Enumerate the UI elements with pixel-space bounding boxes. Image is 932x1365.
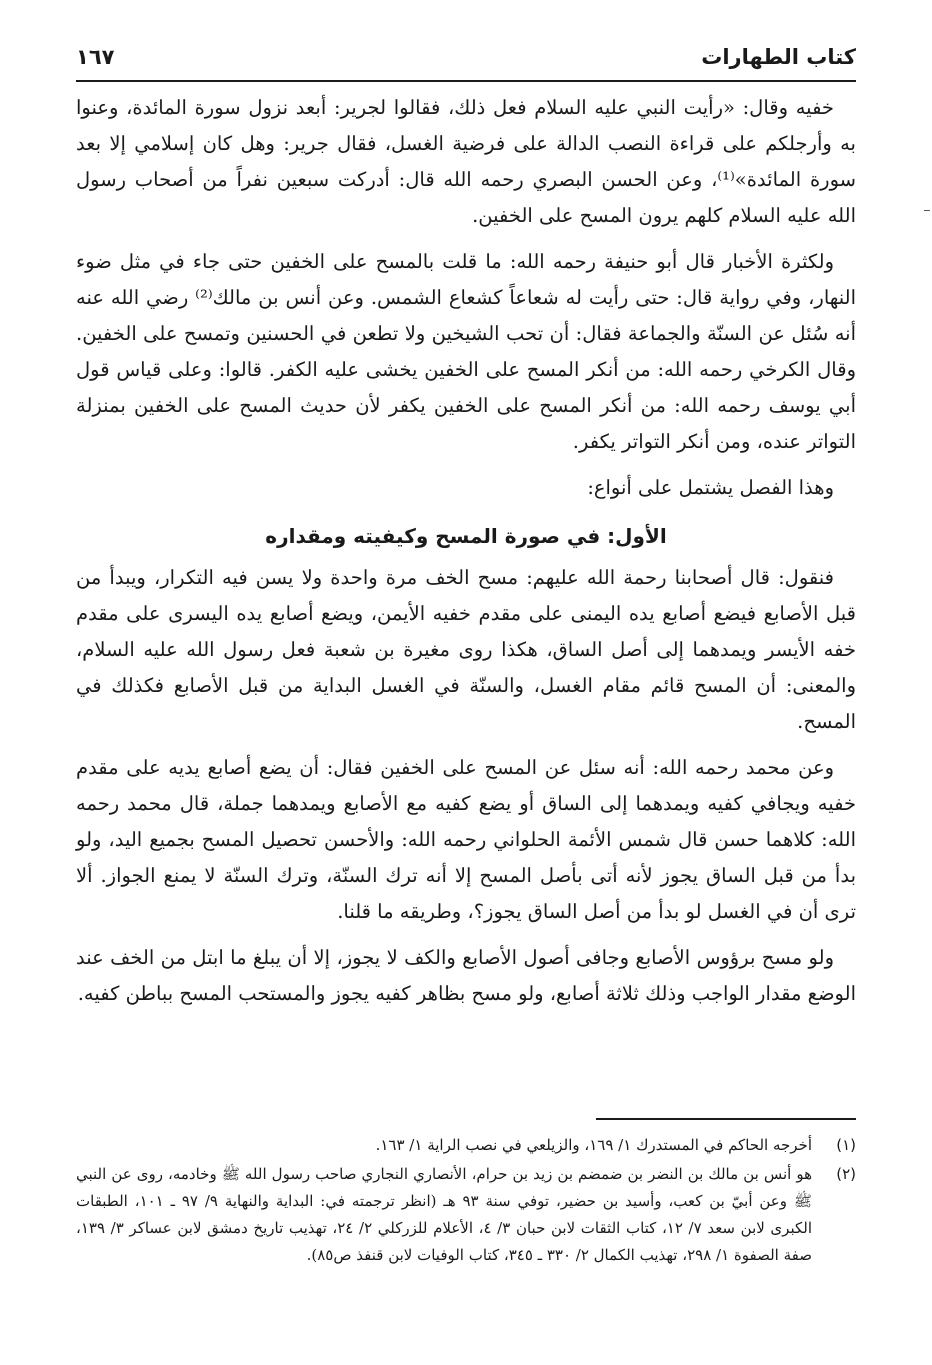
- running-title: كتاب الطهارات: [701, 45, 856, 69]
- margin-mark: [924, 210, 930, 211]
- body-text: [76, 90, 856, 1022]
- footnote-text: هو أنس بن مالك بن النضر بن ضمضم بن زيد بن حرام، الأنصاري النجاري صاحب رسول الله ﷺ وخادمه، روى عن النبي ﷺ وعن أبيّ بن كعب، وأسيد بن حضير، توفي سنة ٩٣ هـ (انظر ترجمته في: البداية والنهاية ٩/ ٩٧ ـ ١٠١، الطبقات الكبرى لابن سعد ٧/ ١٢، كتاب الثقات لابن حبان ٣/ ٤، الأعلام للزركلي ٢/ ٢٤، تهذيب تاريخ دمشق لابن عساكر ٣/ ١٣٩، صفة الصفوة ١/ ٢٩٨، تهذيب الكمال ٢/ ٣٣٠ ـ ٣٤٥، كتاب الوفيات لابن قنفذ ص٨٥).: [76, 1165, 812, 1264]
- footnote-2: [76, 1161, 856, 1269]
- paragraph-6: ولو مسح برؤوس الأصابع وجافى أصول الأصابع والكف لا يجوز، إلا أن يبلغ ما ابتل من الخف عند الوضع مقدار الواجب وذلك ثلاثة أصابع، ولو مسح بظاهر كفيه يجوز والمستحب المسح بباطن كفيه.: [76, 946, 856, 1005]
- page-header: [76, 40, 856, 80]
- page-number: ١٦٧: [76, 45, 115, 69]
- footnote-text: أخرجه الحاكم في المستدرك ١/ ١٦٩، والزيلعي في نصب الراية ١/ ١٦٣.: [375, 1136, 812, 1154]
- header-rule: [76, 80, 856, 82]
- paragraph-4: فنقول: قال أصحابنا رحمة الله عليهم: مسح الخف مرة واحدة ولا يسن فيه التكرار، ويبدأ من قبل الأصابع فيضع أصابع يده اليمنى على مقدم خفيه الأيمن، ويضع أصابع يده اليسرى على مقدم خفه الأيسر ويمدهما إلى أصل الساق، هكذا روى مغيرة بن شعبة فعل رسول الله عليه السلام، والمعنى: أن المسح قائم مقام الغسل، والسنّة في الغسل البداية من قبل الأصابع فكذلك في المسح.: [76, 566, 856, 733]
- paragraph-1: خفيه وقال: «رأيت النبي عليه السلام فعل ذلك، فقالوا لجرير: أبعد نزول سورة المائدة، وعنوا به وأرجلكم على قراءة النصب الدالة على فرضية الغسل، فقال جرير: وهل كان إسلامي إلا بعد سورة المائدة»⁽¹⁾، وعن الحسن البصري رحمه الله قال: أدركت سبعين نفراً من أصحاب رسول الله عليه السلام كلهم يرون المسح على الخفين.: [76, 96, 856, 227]
- section-heading: الأول: في صورة المسح وكيفيته ومقداره: [265, 524, 667, 548]
- footnote-rule: [596, 1118, 856, 1120]
- paragraph-5: وعن محمد رحمه الله: أنه سئل عن المسح على الخفين فقال: أن يضع أصابع يديه على مقدم خفيه ويجافي كفيه ويمدهما إلى الساق أو يضع كفيه مع الأصابع ويمدهما جملة، قال محمد رحمه الله: كلاهما حسن قال شمس الأئمة الحلواني رحمه الله: والأحسن تحصيل المسح بجميع اليد، ولو بدأ من قبل الساق يجوز لأنه أتى بأصل المسح إلا أنه ترك السنّة، وترك السنّة لا يمنع الجواز. ألا ترى أن في الغسل لو بدأ من أصل الساق يجوز؟، وطريقه ما قلنا.: [76, 756, 856, 923]
- footnote-marker: (٢): [836, 1165, 856, 1183]
- footnote-marker: (١): [836, 1136, 856, 1154]
- book-page: [76, 40, 856, 1340]
- paragraph-2: ولكثرة الأخبار قال أبو حنيفة رحمه الله: ما قلت بالمسح على الخفين حتى جاء في مثل ضوء النهار، وفي رواية قال: حتى رأيت له شعاعاً كشعاع الشمس. وعن أنس بن مالك⁽²⁾ رضي الله عنه أنه سُئل عن السنّة والجماعة فقال: أن تحب الشيخين ولا تطعن في الحسنين وتمسح على الخفين. وقال الكرخي رحمه الله: من أنكر المسح على الخفين يخشى عليه الكفر. قالوا: وعلى قياس قول أبي يوسف رحمه الله: من أنكر المسح على الخفين يكفر لأن حديث المسح على الخفين بمنزلة التواتر عنده، ومن أنكر التواتر يكفر.: [76, 250, 857, 453]
- paragraph-3: وهذا الفصل يشتمل على أنواع:: [587, 476, 834, 499]
- footnotes: [76, 1132, 856, 1271]
- footnote-1: [76, 1132, 856, 1159]
